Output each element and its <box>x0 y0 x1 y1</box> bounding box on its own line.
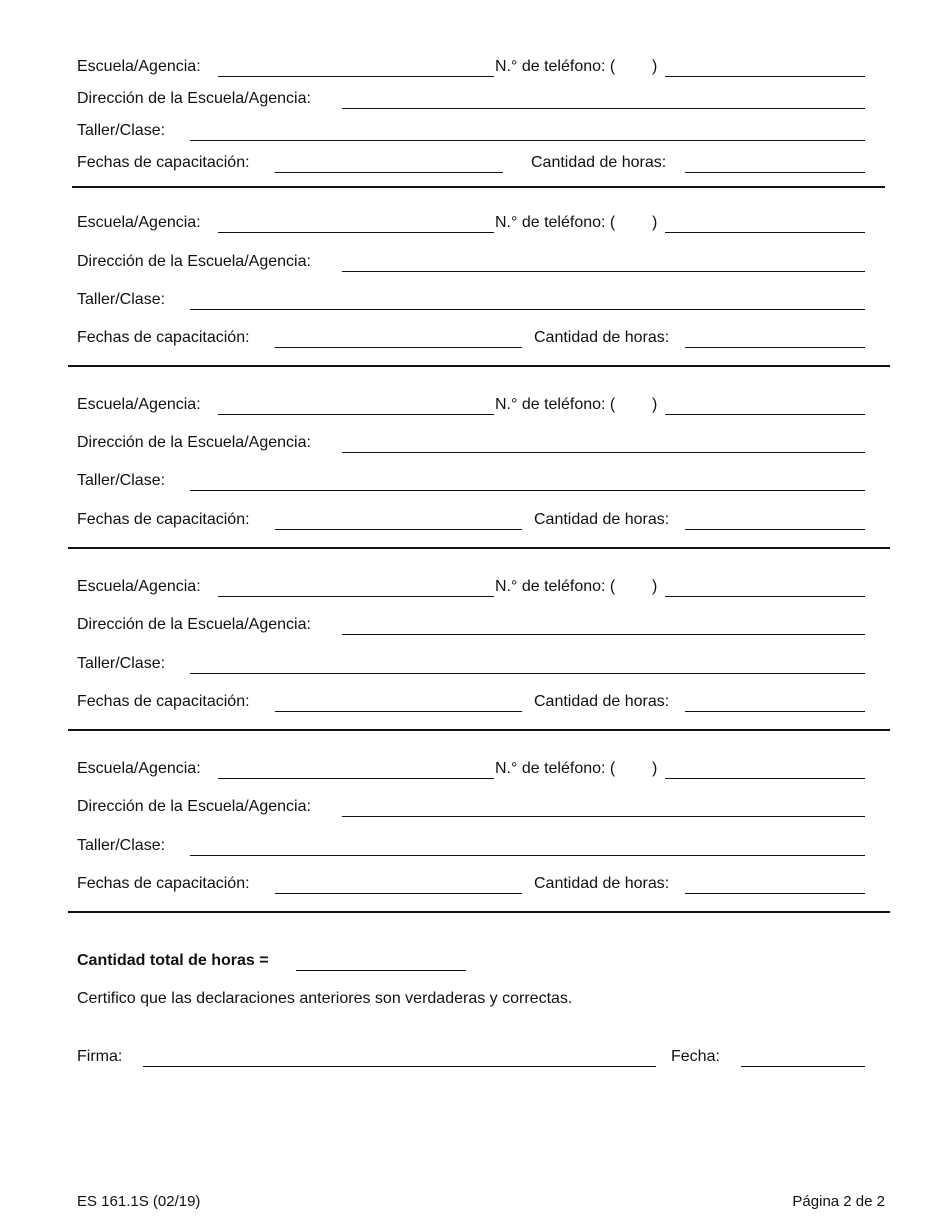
address-label: Dirección de la Escuela/Agencia: <box>77 90 311 107</box>
training-dates-field[interactable] <box>275 711 522 712</box>
address-row <box>77 615 865 639</box>
training-dates-field[interactable] <box>275 529 522 530</box>
training-dates-label: Fechas de capacitación: <box>77 511 250 528</box>
phone-paren-close: ) <box>652 214 658 231</box>
address-label: Dirección de la Escuela/Agencia: <box>77 253 311 270</box>
hours-field[interactable] <box>685 893 865 894</box>
section-divider <box>68 547 890 549</box>
workshop-field[interactable] <box>190 855 865 856</box>
phone-label: N.° de teléfono: ( <box>495 578 616 595</box>
school-phone-row <box>77 57 865 81</box>
address-label: Dirección de la Escuela/Agencia: <box>77 798 311 815</box>
hours-label: Cantidad de horas: <box>534 329 670 346</box>
phone-paren-close: ) <box>652 58 658 75</box>
phone-field[interactable] <box>665 596 865 597</box>
hours-label: Cantidad de horas: <box>534 693 670 710</box>
workshop-label: Taller/Clase: <box>77 472 166 489</box>
workshop-label: Taller/Clase: <box>77 291 166 308</box>
total-hours-label: Cantidad total de horas = <box>77 952 269 969</box>
hours-field[interactable] <box>685 172 865 173</box>
school-agency-label: Escuela/Agencia: <box>77 214 201 231</box>
training-dates-field[interactable] <box>275 347 522 348</box>
school-phone-row <box>77 759 865 783</box>
hours-field[interactable] <box>685 529 865 530</box>
certification-row <box>77 989 865 1013</box>
section-divider <box>72 186 885 188</box>
phone-field[interactable] <box>665 76 865 77</box>
workshop-label: Taller/Clase: <box>77 655 166 672</box>
hours-label: Cantidad de horas: <box>534 511 670 528</box>
certification-text: Certifico que las declaraciones anteriores son verdaderas y correctas. <box>77 990 573 1007</box>
phone-field[interactable] <box>665 778 865 779</box>
workshop-field[interactable] <box>190 490 865 491</box>
training-dates-label: Fechas de capacitación: <box>77 154 250 171</box>
school-agency-label: Escuela/Agencia: <box>77 760 201 777</box>
school-agency-field[interactable] <box>218 596 494 597</box>
school-agency-label: Escuela/Agencia: <box>77 396 201 413</box>
address-row <box>77 797 865 821</box>
workshop-label: Taller/Clase: <box>77 837 166 854</box>
workshop-row <box>77 290 865 314</box>
section-divider <box>68 365 890 367</box>
workshop-row <box>77 471 865 495</box>
school-phone-row <box>77 577 865 601</box>
training-dates-label: Fechas de capacitación: <box>77 329 250 346</box>
training-dates-field[interactable] <box>275 172 503 173</box>
dates-hours-row <box>77 510 865 534</box>
phone-paren-close: ) <box>652 760 658 777</box>
workshop-row <box>77 121 865 145</box>
training-dates-field[interactable] <box>275 893 522 894</box>
school-agency-label: Escuela/Agencia: <box>77 58 201 75</box>
address-row <box>77 433 865 457</box>
phone-label: N.° de teléfono: ( <box>495 760 616 777</box>
school-agency-label: Escuela/Agencia: <box>77 578 201 595</box>
address-field[interactable] <box>342 108 865 109</box>
training-dates-label: Fechas de capacitación: <box>77 875 250 892</box>
phone-label: N.° de teléfono: ( <box>495 396 616 413</box>
phone-label: N.° de teléfono: ( <box>495 214 616 231</box>
workshop-label: Taller/Clase: <box>77 122 166 139</box>
address-field[interactable] <box>342 452 865 453</box>
training-dates-label: Fechas de capacitación: <box>77 693 250 710</box>
section-divider <box>68 911 890 913</box>
school-phone-row <box>77 395 865 419</box>
date-field[interactable] <box>741 1066 865 1067</box>
school-agency-field[interactable] <box>218 778 494 779</box>
address-label: Dirección de la Escuela/Agencia: <box>77 616 311 633</box>
workshop-row <box>77 654 865 678</box>
phone-label: N.° de teléfono: ( <box>495 58 616 75</box>
school-agency-field[interactable] <box>218 232 494 233</box>
hours-label: Cantidad de horas: <box>531 154 667 171</box>
workshop-field[interactable] <box>190 673 865 674</box>
address-field[interactable] <box>342 816 865 817</box>
phone-paren-close: ) <box>652 396 658 413</box>
school-phone-row <box>77 213 865 237</box>
form-code: ES 161.1S (02/19) <box>77 1193 201 1210</box>
workshop-row <box>77 836 865 860</box>
workshop-field[interactable] <box>190 140 865 141</box>
total-hours-field[interactable] <box>296 970 466 971</box>
phone-field[interactable] <box>665 414 865 415</box>
signature-label: Firma: <box>77 1048 123 1065</box>
hours-label: Cantidad de horas: <box>534 875 670 892</box>
hours-field[interactable] <box>685 347 865 348</box>
address-field[interactable] <box>342 271 865 272</box>
address-label: Dirección de la Escuela/Agencia: <box>77 434 311 451</box>
signature-field[interactable] <box>143 1066 656 1067</box>
workshop-field[interactable] <box>190 309 865 310</box>
phone-field[interactable] <box>665 232 865 233</box>
address-row <box>77 252 865 276</box>
dates-hours-row <box>77 874 865 898</box>
date-label: Fecha: <box>671 1048 720 1065</box>
dates-hours-row <box>77 328 865 352</box>
address-row <box>77 89 865 113</box>
phone-paren-close: ) <box>652 578 658 595</box>
dates-hours-row <box>77 153 865 177</box>
page-number: Página 2 de 2 <box>792 1193 885 1210</box>
school-agency-field[interactable] <box>218 76 494 77</box>
dates-hours-row <box>77 692 865 716</box>
hours-field[interactable] <box>685 711 865 712</box>
address-field[interactable] <box>342 634 865 635</box>
signature-row <box>77 1047 865 1071</box>
section-divider <box>68 729 890 731</box>
school-agency-field[interactable] <box>218 414 494 415</box>
total-hours-row <box>77 951 865 975</box>
